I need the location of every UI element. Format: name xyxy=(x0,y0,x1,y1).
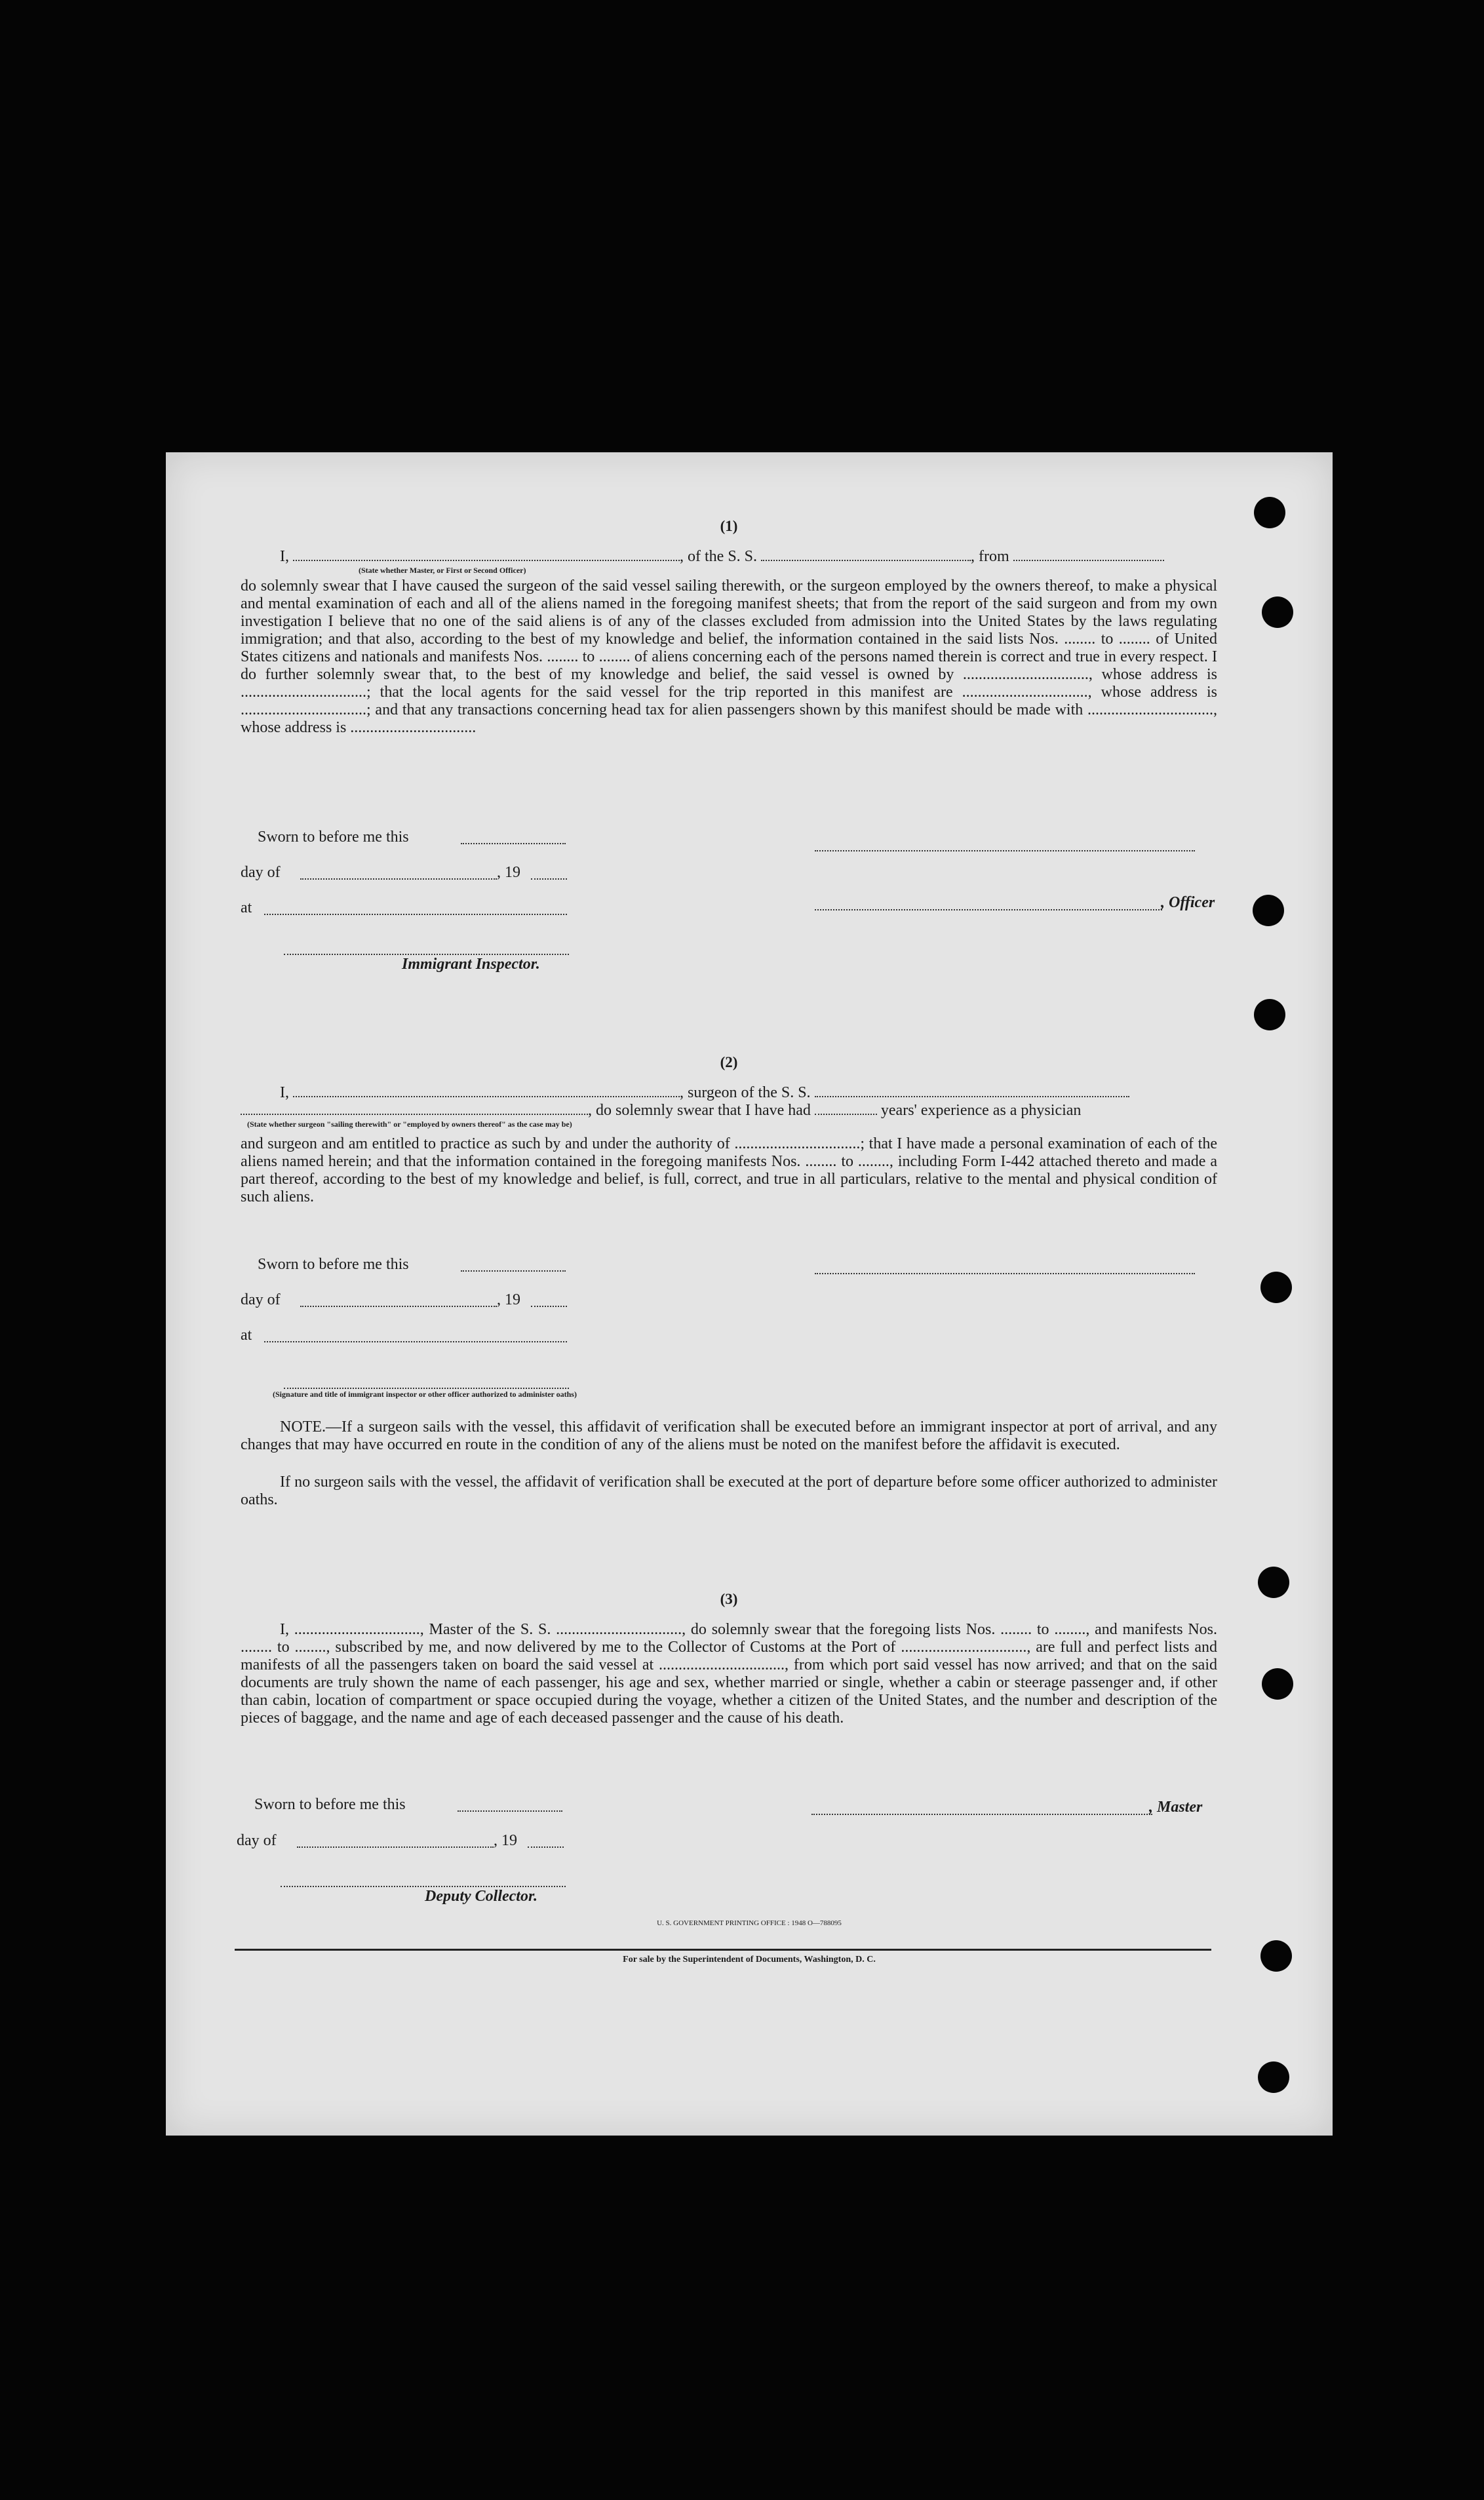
year-1-field[interactable] xyxy=(531,877,567,880)
section-2-paragraph: and surgeon and am entitled to practice as such by and under the authority of ................................; that I have made a personal examination of each of the aliens named herein; and that the information contained in the foregoing manifests Nos. ........ to ........, including Form I-442 attached thereto and made a part thereof, according to the best of my knowledge and belief, is full, correct, and true in all particulars, relative to the mental and physical condition of such aliens. xyxy=(241,1135,1217,1205)
at-1-field[interactable] xyxy=(264,912,567,915)
year-3: , 19 xyxy=(494,1832,517,1849)
sworn-2: Sworn to before me this xyxy=(258,1256,409,1273)
punch-hole xyxy=(1262,596,1293,628)
section-3 xyxy=(241,1591,1217,1727)
section-2-second-line: , do solemnly swear that I have had years' experience as a physician xyxy=(241,1102,1217,1120)
master-caption: , Master xyxy=(1149,1799,1203,1816)
section-3-number: (3) xyxy=(720,1591,738,1607)
collector-signature-line[interactable] xyxy=(281,1885,566,1887)
punch-hole xyxy=(1253,895,1284,926)
section-3-paragraph: I, ................................, Master of the S. S. ................................, do solemnly swear that the foregoing lists Nos. ........ to ........, and manifests Nos. ........ to ........, subscribed by me, and now delivered by me to the Collector of Customs at the Port of ................................, are full and perfect lists and manifests of all the passengers taken on board the said vessel at ................................, from which port said vessel has now arrived; and that on the said documents are truly shown the name of each passenger, his age and sex, whether married or single, whether a cabin or steerage passenger and, if other than cabin, location of compartment or space occupied during the voyage, whether a citizen of the United States, and the number and description of the pieces of baggage, and the name and age of each deceased passenger and the cause of his death. xyxy=(241,1621,1217,1727)
day-of-1-field[interactable] xyxy=(300,877,497,880)
manifest-form-page xyxy=(166,452,1333,2136)
at-2-field[interactable] xyxy=(264,1340,567,1342)
punch-hole xyxy=(1262,1668,1293,1700)
sig-caption: (Signature and title of immigrant inspector or other officer authorized to administer oaths) xyxy=(273,1390,577,1399)
note-2: If no surgeon sails with the vessel, the affidavit of verification shall be executed at the port of departure before some officer authorized to administer oaths. xyxy=(241,1474,1217,1508)
sworn-3-field[interactable] xyxy=(458,1809,562,1812)
section-2-number: (2) xyxy=(720,1054,738,1070)
from-port-field[interactable] xyxy=(1013,548,1164,561)
sworn-3: Sworn to before me this xyxy=(254,1796,406,1813)
section-1-paragraph: do solemnly swear that I have caused the surgeon of the said vessel sailing therewith, or the surgeon employed by the owners thereof, to make a physical and mental examination of each and all of the aliens named in the foregoing manifest sheets; that from the report of the said surgeon and from my own investigation I believe that no one of the said aliens is of any of the classes excluded from admission into the United States by the laws regulating immigration; and that also, according to the best of my knowledge and belief, the information contained in the said lists Nos. ........ to ........ of United States citizens and nationals and manifests Nos. ........ to ........ of aliens concerning each of the persons named therein is correct and true in every respect. I do further solemnly swear that, to the best of my knowledge and belief, the said vessel is owned by ................................, whose address is ................................; that the local agents for the said vessel for the trip reported in this manifest are ................................, whose address is ................................; and that any transactions concerning head tax for alien passengers shown by this manifest should be made with ................................, whose address is ................................ xyxy=(241,577,1217,736)
section-1 xyxy=(241,518,1217,737)
year-1: , 19 xyxy=(497,864,520,881)
master-caption: (State whether Master, or First or Second Officer) xyxy=(359,566,526,575)
sworn-1: Sworn to before me this xyxy=(258,829,409,846)
officer-signature-line[interactable] xyxy=(815,908,1162,910)
collector-caption: Deputy Collector. xyxy=(425,1888,537,1905)
years-field[interactable] xyxy=(815,1102,877,1115)
punch-hole xyxy=(1258,1567,1289,1598)
at-1: at xyxy=(241,899,252,916)
sworn-2-field[interactable] xyxy=(461,1269,566,1272)
year-3-field[interactable] xyxy=(528,1845,564,1848)
gpo-imprint: U. S. GOVERNMENT PRINTING OFFICE : 1948 O—788095 xyxy=(657,1919,842,1927)
footer-rule xyxy=(235,1949,1211,1951)
section-2-opening: I, , surgeon of the S. S. xyxy=(241,1084,1217,1102)
sworn-1-field[interactable] xyxy=(461,842,566,844)
day-of-2: day of xyxy=(241,1291,281,1308)
day-of-1: day of xyxy=(241,864,281,881)
punch-hole xyxy=(1260,1272,1292,1303)
section-2 xyxy=(241,1054,1217,1206)
surgeon-type-field[interactable] xyxy=(241,1102,588,1115)
surgeon-vessel-field[interactable] xyxy=(815,1084,1129,1097)
surgeon-signature-line[interactable] xyxy=(815,1272,1195,1274)
day-of-3: day of xyxy=(237,1832,277,1849)
officer-oath-signature-line[interactable] xyxy=(284,1386,569,1389)
officer-name-field[interactable] xyxy=(293,548,680,561)
inspector-signature-line[interactable] xyxy=(284,952,569,955)
at-2: at xyxy=(241,1327,252,1344)
year-2: , 19 xyxy=(497,1291,520,1308)
day-of-3-field[interactable] xyxy=(297,1845,494,1848)
vessel-name-field[interactable] xyxy=(761,548,971,561)
master-signature-line[interactable] xyxy=(811,1812,1152,1815)
day-of-2-field[interactable] xyxy=(300,1304,497,1307)
year-2-field[interactable] xyxy=(531,1304,567,1307)
punch-hole xyxy=(1254,497,1285,528)
state-caption: (State whether surgeon "sailing therewith" or "employed by owners thereof" as the case may be) xyxy=(247,1120,572,1129)
section-1-number: (1) xyxy=(720,518,738,534)
surgeon-name-field[interactable] xyxy=(293,1084,680,1097)
officer-caption: , Officer xyxy=(1161,894,1215,911)
inspector-caption: Immigrant Inspector. xyxy=(402,956,540,973)
note-1: NOTE.—If a surgeon sails with the vessel, this affidavit of verification shall be executed before an immigrant inspector at port of arrival, and any changes that may have occurred en route in the condition of any of the aliens must be noted on the manifest before the affidavit is executed. xyxy=(241,1418,1217,1453)
sale-notice: For sale by the Superintendent of Documents, Washington, D. C. xyxy=(623,1955,876,1964)
punch-hole xyxy=(1254,999,1285,1030)
officer-signature-top[interactable] xyxy=(815,849,1195,851)
punch-hole xyxy=(1258,2061,1289,2093)
section-1-opening: I, , of the S. S. , from xyxy=(241,548,1217,566)
